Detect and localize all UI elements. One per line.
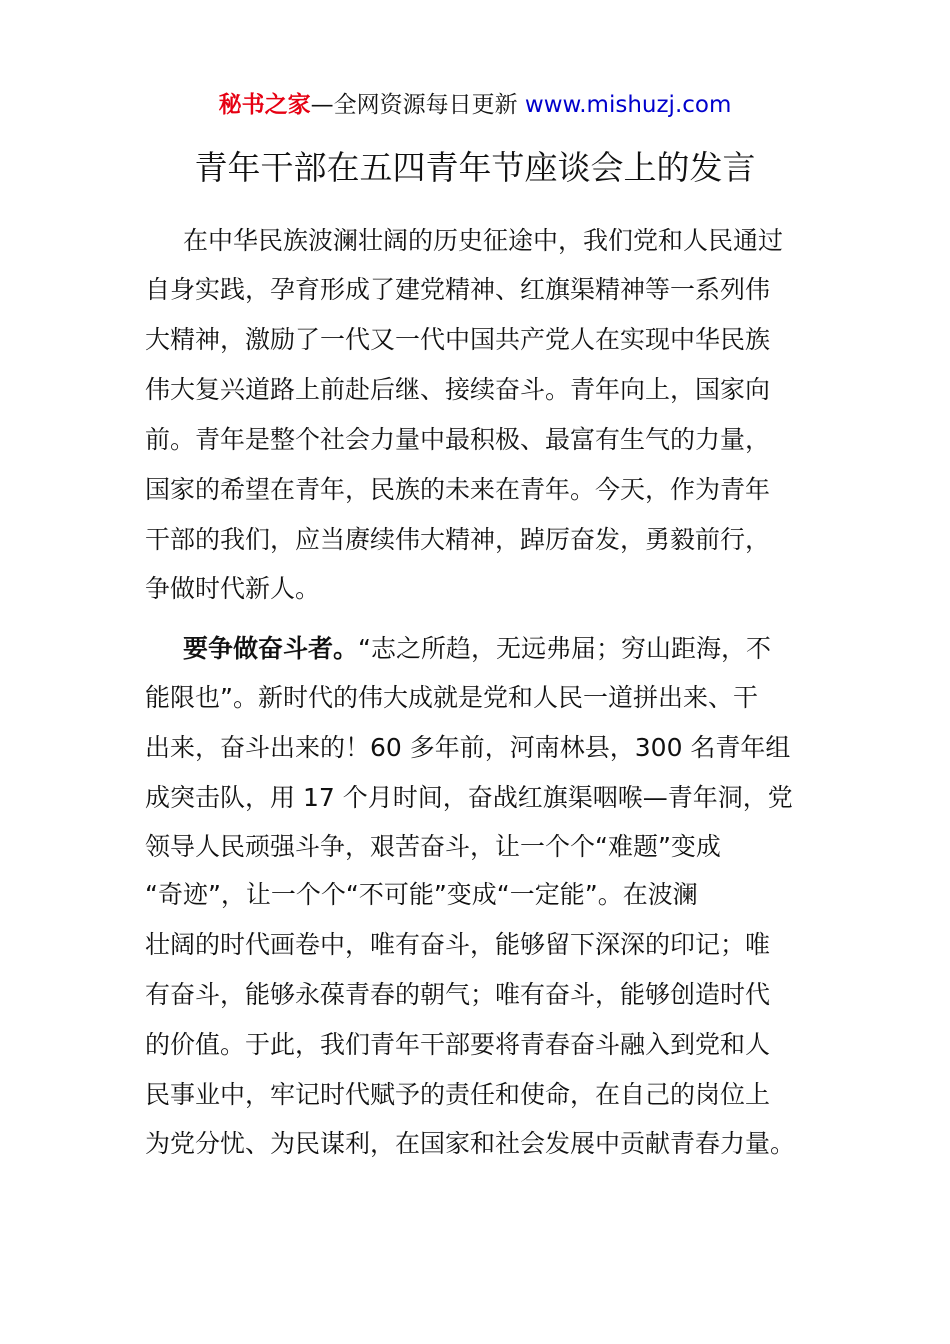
paragraph-line: 大精神，激励了一代又一代中国共产党人在实现中华民族 [145, 325, 771, 354]
document-title: 青年干部在五四青年节座谈会上的发言 [194, 148, 756, 187]
paragraph-line: 的价值。于此，我们青年干部要将青春奋斗融入到党和人 [145, 1030, 771, 1059]
paragraph-line: 在中华民族波澜壮阔的历史征途中，我们党和人民通过 [183, 226, 784, 255]
paragraph-line: 前。青年是整个社会力量中最积极、最富有生气的力量， [145, 425, 771, 454]
paragraph-line: 争做时代新人。 [145, 574, 321, 603]
paragraph-line-text: “志之所趋，无远弗届；穷山距海，不 [358, 634, 771, 663]
paragraph-lead: 要争做奋斗者。 [183, 634, 359, 663]
paragraph-line: 壮阔的时代画卷中，唯有奋斗，能够留下深深的印记；唯 [145, 930, 771, 959]
paragraph-line: 民事业中，牢记时代赋予的责任和使命，在自己的岗位上 [145, 1080, 771, 1109]
paragraph-line: 自身实践，孕育形成了建党精神、红旗渠精神等一系列伟 [145, 275, 771, 304]
header-tagline: —全网资源每日更新 [310, 92, 525, 118]
paragraph-line: 伟大复兴道路上前赴后继、接续奋斗。青年向上，国家向 [145, 375, 771, 404]
paragraph-line: 能限也”。新时代的伟大成就是党和人民一道拼出来、干 [145, 683, 758, 712]
site-url-link[interactable]: www.mishuzj.com [524, 92, 732, 118]
paragraph-line [183, 631, 771, 667]
paragraph-line: “奇迹”，让一个个“不可能”变成“一定能”。在波澜 [145, 880, 698, 909]
paragraph-line: 国家的希望在青年，民族的未来在青年。今天，作为青年 [145, 475, 771, 504]
paragraph-line: 干部的我们，应当赓续伟大精神，踔厉奋发，勇毅前行， [145, 525, 771, 554]
site-header [0, 88, 950, 122]
paragraph-line: 为党分忧、为民谋利，在国家和社会发展中贡献青春力量。 [145, 1129, 796, 1158]
brand-name: 秘书之家 [218, 92, 311, 118]
paragraph-line: 领导人民顽强斗争，艰苦奋斗，让一个个“难题”变成 [145, 832, 721, 861]
paragraph-line: 有奋斗，能够永葆青春的朝气；唯有奋斗，能够创造时代 [145, 980, 771, 1009]
paragraph-line: 成突击队，用 17 个月时间，奋战红旗渠咽喉—青年洞，党 [145, 783, 793, 812]
paragraph-line: 出来，奋斗出来的！60 多年前，河南林县，300 名青年组 [145, 733, 791, 762]
